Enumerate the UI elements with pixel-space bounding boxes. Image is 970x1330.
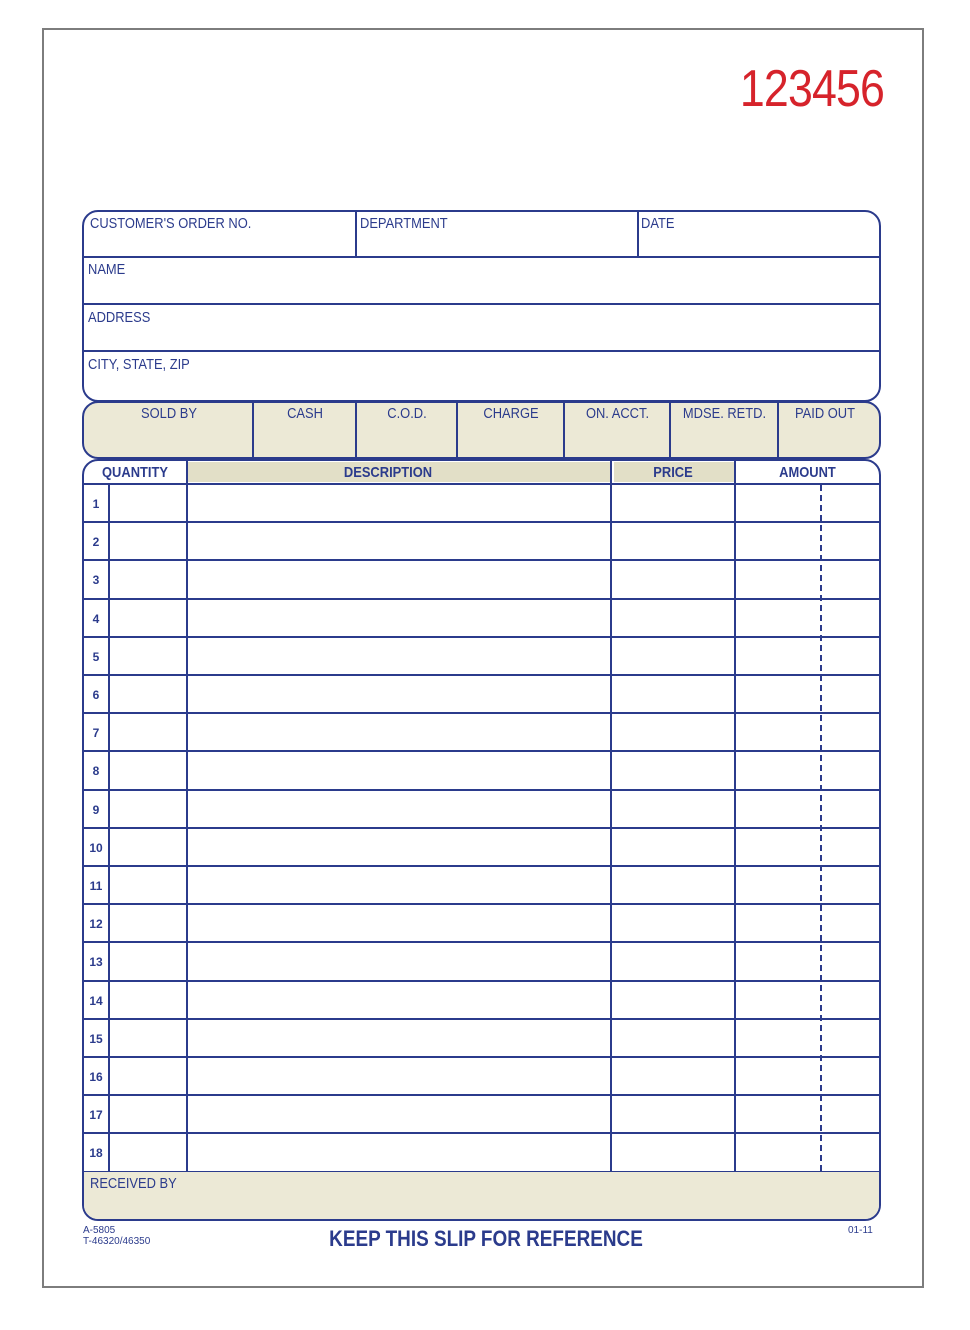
row-number: 11 [89, 879, 103, 893]
line-items-table [82, 459, 881, 1221]
row-number: 9 [92, 803, 100, 817]
row-number: 2 [92, 535, 100, 549]
divider [355, 212, 357, 257]
divider [637, 212, 639, 257]
table-row-divider [84, 559, 879, 561]
customer-order-no-field[interactable]: CUSTOMER'S ORDER NO. [90, 215, 252, 232]
row-number: 18 [89, 1146, 103, 1160]
department-field[interactable]: DEPARTMENT [360, 215, 448, 232]
divider [777, 403, 779, 458]
row-number: 14 [89, 994, 103, 1008]
divider [563, 403, 565, 458]
row-number: 13 [89, 955, 103, 969]
table-row-divider [84, 750, 879, 752]
table-row-divider [84, 980, 879, 982]
divider [186, 461, 188, 1171]
table-row-divider [84, 1094, 879, 1096]
table-header-divider [84, 483, 879, 485]
row-number: 5 [92, 650, 100, 664]
table-row-divider [84, 636, 879, 638]
product-codes: T-46320/46350 [83, 1236, 151, 1247]
table-row-divider [84, 827, 879, 829]
cash-option[interactable]: CASH [287, 405, 323, 422]
table-row-divider [84, 941, 879, 943]
quantity-header: QUANTITY [102, 464, 168, 481]
row-number: 16 [89, 1070, 103, 1084]
divider [84, 350, 879, 352]
divider [734, 461, 736, 1171]
table-row-divider [84, 712, 879, 714]
revision-code: 01-11 [848, 1225, 873, 1236]
table-row-divider [84, 1132, 879, 1134]
row-number: 15 [89, 1032, 103, 1046]
amount-header: AMOUNT [779, 464, 836, 481]
row-number: 8 [92, 764, 100, 778]
serial-number: 123456 [739, 60, 884, 118]
paid-out-option[interactable]: PAID OUT [795, 405, 855, 422]
row-number: 3 [92, 573, 100, 587]
divider [252, 403, 254, 458]
table-row-divider [84, 903, 879, 905]
description-header: DESCRIPTION [343, 464, 433, 481]
keep-slip-message: KEEP THIS SLIP FOR REFERENCE [329, 1226, 643, 1251]
table-row-divider [84, 1018, 879, 1020]
divider [84, 303, 879, 305]
row-number: 12 [89, 917, 103, 931]
received-by-area [84, 1172, 879, 1219]
row-number: 4 [92, 612, 100, 626]
table-row-divider [84, 789, 879, 791]
merchandise-returned-option[interactable]: MDSE. RETD. [682, 405, 767, 422]
table-row-divider [84, 865, 879, 867]
received-by-field[interactable]: RECEIVED BY [90, 1175, 177, 1192]
divider [355, 403, 357, 458]
cod-option[interactable]: C.O.D. [387, 405, 427, 422]
date-field[interactable]: DATE [641, 215, 675, 232]
table-row-divider [84, 521, 879, 523]
charge-option[interactable]: CHARGE [483, 405, 539, 422]
on-account-option[interactable]: ON. ACCT. [585, 405, 650, 422]
sold-by-option[interactable]: SOLD BY [141, 405, 197, 422]
address-field[interactable]: ADDRESS [88, 309, 151, 326]
name-field[interactable]: NAME [88, 261, 126, 278]
price-header: PRICE [653, 464, 693, 481]
row-number: 1 [92, 497, 100, 511]
form-code: A-5805 [83, 1225, 116, 1236]
divider [669, 403, 671, 458]
table-row-divider [84, 1056, 879, 1058]
city-state-zip-field[interactable]: CITY, STATE, ZIP [88, 356, 190, 373]
divider [84, 256, 879, 258]
row-number: 7 [92, 726, 100, 740]
table-row-divider [84, 598, 879, 600]
table-row-divider [84, 674, 879, 676]
divider [610, 461, 612, 1171]
row-number: 10 [89, 841, 103, 855]
row-number: 17 [89, 1108, 103, 1122]
customer-info-box [82, 210, 881, 402]
row-number: 6 [92, 688, 100, 702]
divider [456, 403, 458, 458]
